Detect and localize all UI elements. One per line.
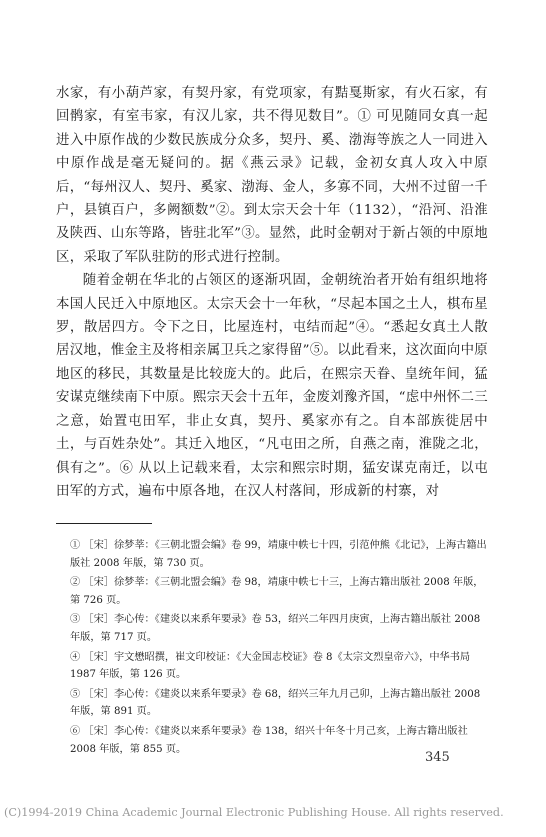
footnote: ③ ［宋］李心传：《建炎以来系年要录》卷 53，绍兴二年四月庚寅，上海古籍出版社 2008 年版，第 717 页。 [70, 614, 481, 643]
footnote: ② ［宋］徐梦莘：《三朝北盟会编》卷 98，靖康中帙七十三，上海古籍出版社 2008 年版，第 726 页。 [70, 577, 484, 606]
copyright-watermark: (C)1994-2019 China Academic Journal Electronic Publishing House. All rights reserved. [4, 806, 504, 819]
main-text [56, 82, 488, 503]
paragraph: 水家，有小葫芦家，有契丹家，有党项家，有黠戛斯家，有火石家，有回鹘家，有室韦家，有汉儿家，共不得见数目”。① 可见随同女真一起进入中原作战的少数民族成分众多，契丹、奚、渤海等族之人一同进入中原作战是毫无疑问的。据《燕云录》记载，金初女真人攻入中原后，“每州汉人、契丹、奚家、渤海、金人，多寡不同，大州不过留一千户，县镇百户，多阙额数”②。到太宗天会十年（1132），“沿河、沿淮及陕西、山东等路，皆驻北军”③。显然，此时金朝对于新占领的中原地区，采取了军队驻防的形式进行控制。 [56, 86, 488, 265]
footnote: ④ ［宋］宇文懋昭撰，崔文印校证：《大金国志校证》卷 8《太宗文烈皇帝六》，中华书局 1987 年版，第 126 页。 [70, 651, 471, 681]
footnote: ⑤ ［宋］李心传：《建炎以来系年要录》卷 68，绍兴三年九月己卯，上海古籍出版社 2008 年版，第 891 页。 [70, 688, 481, 718]
footnote: ① ［宋］徐梦莘：《三朝北盟会编》卷 99，靖康中帙七十四，引范仲熊《北记》，上海古籍出版社 2008 年版，第 730 页。 [70, 540, 487, 569]
footnote: ⑥ ［宋］李心传：《建炎以来系年要录》卷 138，绍兴十年冬十月己亥，上海古籍出版社 2008 年版，第 855 页。 [70, 725, 468, 755]
paragraph: 随着金朝在华北的占领区的逐渐巩固，金朝统治者开始有组织地将本国人民迁入中原地区。太宗天会十一年秋，“尽起本国之土人，棋布星罗，散居四方。令下之日，比屋连村，屯结而起”④。“悉起女真土人散居汉地，惟金主及将相亲属卫兵之家得留”⑤。以此看来，这次面向中原地区的移民，其数量是比较庞大的。此后，在熙宗天眷、皇统年间，猛安谋克继续南下中原。熙宗天会十五年，金废刘豫齐国，“虑中州怀二三之意，始置屯田军，非止女真，契丹、奚家亦有之。自本部族徙居中土，与百姓杂处”。其迁入地区，“凡屯田之所，自燕之南，淮陇之北，俱有之”。⑥ 从以上记载来看，太宗和熙宗时期，猛安谋克南迁，以屯田军的方式，遍布中原各地，在汉人村落间，形成新的村寨，对 [56, 273, 488, 499]
page-number: 345 [425, 750, 450, 765]
footnotes [56, 537, 488, 760]
footnote-separator [56, 523, 152, 524]
